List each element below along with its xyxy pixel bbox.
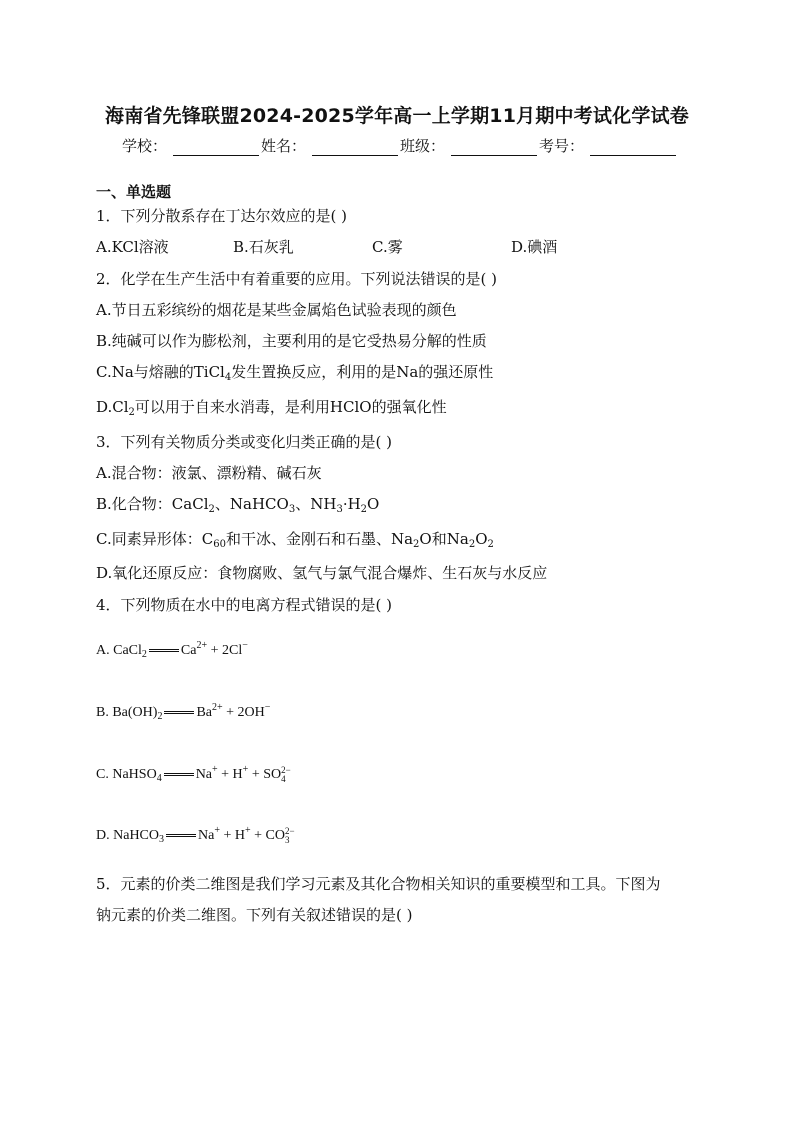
q1-option-c: C.雾 — [372, 238, 403, 256]
name-label: 姓名： — [261, 137, 307, 155]
q3-option-d: D.氧化还原反应：食物腐败、氢气与氯气混合爆炸、生石灰与水反应 — [96, 564, 548, 582]
q3-option-c: C.同素异形体：$C_{60}$和干冰、金刚石和石墨、$Na_2O$和$Na_2O_2$ — [96, 530, 494, 550]
q1-option-d: D.碘酒 — [511, 238, 558, 256]
school-label: 学校： — [122, 137, 168, 155]
q5-stem-line1: 5．元素的价类二维图是我们学习元素及其化合物相关知识的重要模型和工具。下图为 — [96, 875, 661, 893]
class-blank — [451, 139, 537, 156]
q3-stem: 3．下列有关物质分类或变化归类正确的是( ) — [96, 433, 393, 451]
q2-stem: 2．化学在生产生活中有着重要的应用。下列说法错误的是( ) — [96, 270, 498, 288]
q4-option-b: B. $Ba(OH)_2$ $Ba^{2+} + 2OH^-$ — [96, 702, 271, 722]
q4-option-a: A. CaCl$_2$ $Ca^{2+} + 2Cl^-$ — [96, 640, 248, 660]
q4-stem: 4．下列物质在水中的电离方程式错误的是( ) — [96, 596, 393, 614]
student-info-row — [122, 135, 678, 156]
q2-option-a: A.节日五彩缤纷的烟花是某些金属焰色试验表现的颜色 — [96, 301, 457, 319]
q1-option-b: B.石灰乳 — [233, 238, 294, 256]
section-title: 一、单选题 — [96, 183, 172, 201]
school-blank — [173, 139, 259, 156]
q1-stem: 1．下列分散系存在丁达尔效应的是( ) — [96, 207, 348, 225]
name-blank — [312, 139, 398, 156]
q3-option-a: A.混合物：液氯、漂粉精、碱石灰 — [96, 464, 322, 482]
q2-option-b: B.纯碱可以作为膨松剂，主要利用的是它受热易分解的性质 — [96, 332, 487, 350]
class-label: 班级： — [400, 137, 446, 155]
number-blank — [590, 139, 676, 156]
q4-option-c: C. NaHSO$_4$ Na+ + H+ + SO 2− 4 — [96, 764, 291, 784]
number-label: 考号： — [539, 137, 585, 155]
q3-option-b: B.化合物：CaCl$_2$、NaHCO$_3$、$NH_3\cdot H_2O$ — [96, 495, 380, 515]
q4-option-d: D. NaHCO$_3$ Na+ + H+ + CO 2− 3 — [96, 825, 295, 845]
q1-option-a: A.KCl溶液 — [96, 238, 169, 256]
q5-stem-line2: 钠元素的价类二维图。下列有关叙述错误的是( ) — [96, 906, 413, 924]
page-title: 海南省先锋联盟2024-2025学年高一上学期11月期中考试化学试卷 — [105, 105, 689, 127]
q2-option-d: $D.Cl_2$可以用于自来水消毒，是利用HClO的强氧化性 — [96, 398, 447, 418]
q2-option-c: C.Na与熔融的TiCl$_4$发生置换反应，利用的是Na的强还原性 — [96, 363, 494, 383]
